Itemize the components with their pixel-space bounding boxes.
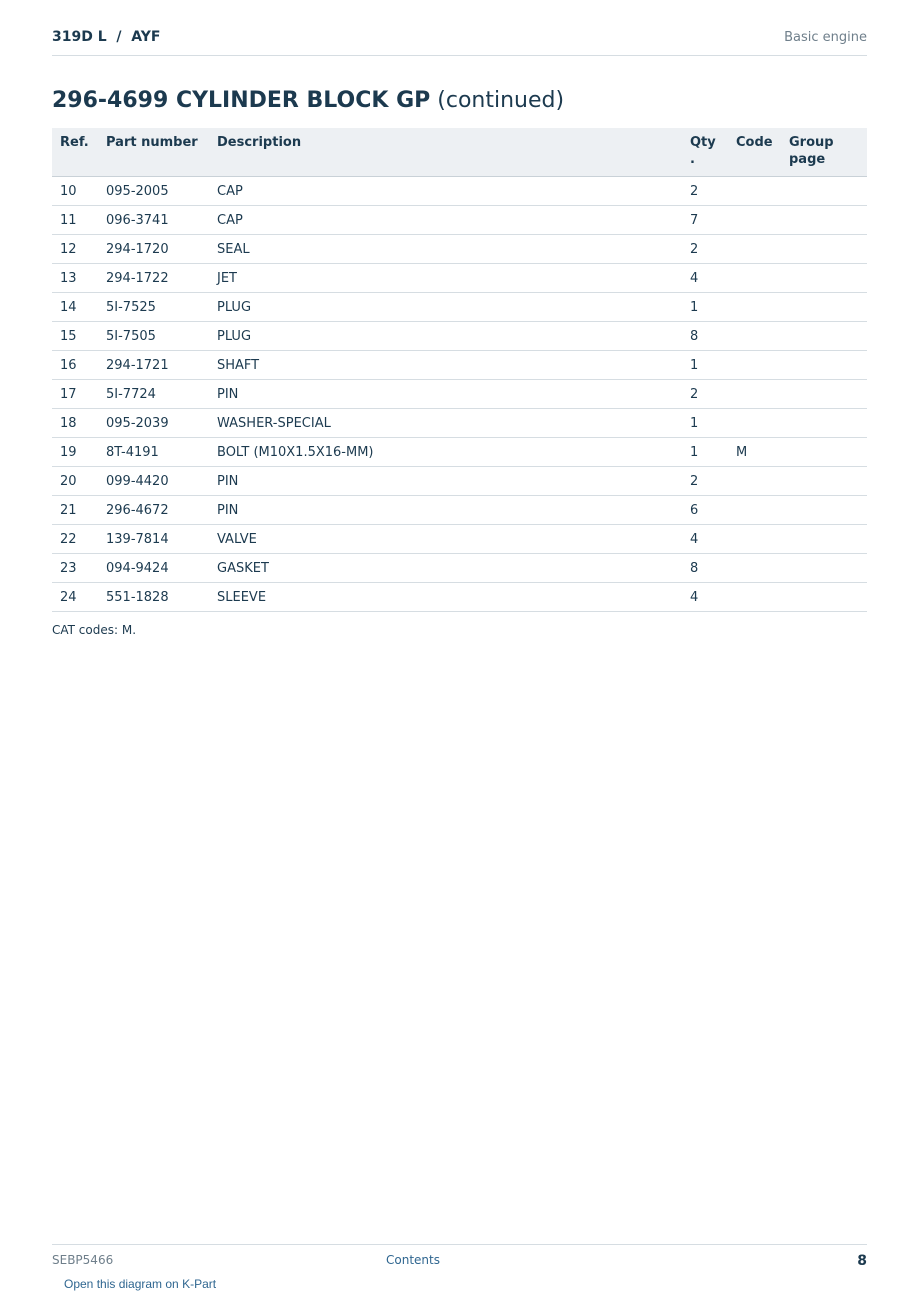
cell-group-page: [781, 525, 867, 554]
cell-group-page: [781, 235, 867, 264]
page-title: [52, 88, 564, 113]
cell-ref: 20: [52, 467, 98, 496]
table-row: [52, 583, 867, 612]
cell-description: CAP: [209, 177, 682, 206]
cell-group-page: [781, 322, 867, 351]
contents-link[interactable]: Contents: [386, 1253, 440, 1267]
cell-group-page: [781, 496, 867, 525]
cell-qty: 2: [682, 177, 728, 206]
continued-label: (continued): [437, 88, 565, 113]
cell-ref: 19: [52, 438, 98, 467]
cell-ref: 14: [52, 293, 98, 322]
cell-code: [728, 293, 781, 322]
parts-table: [52, 128, 867, 612]
machine-model: 319D L / AYF: [52, 29, 161, 45]
cell-group-page: [781, 583, 867, 612]
cell-code: [728, 525, 781, 554]
cell-ref: 16: [52, 351, 98, 380]
table-row: [52, 496, 867, 525]
cell-group-page: [781, 206, 867, 235]
page-footer: [52, 1244, 867, 1291]
header-qty: Qty .: [682, 128, 728, 177]
cell-qty: 4: [682, 583, 728, 612]
cell-part-number: 294-1720: [98, 235, 209, 264]
page-header: [52, 28, 867, 56]
table-row: [52, 322, 867, 351]
cell-description: SLEEVE: [209, 583, 682, 612]
cell-description: VALVE: [209, 525, 682, 554]
kpart-link[interactable]: Open this diagram on K-Part: [64, 1277, 217, 1291]
cell-description: SHAFT: [209, 351, 682, 380]
cell-code: M: [728, 438, 781, 467]
cell-qty: 2: [682, 235, 728, 264]
cell-description: PIN: [209, 380, 682, 409]
table-row: [52, 380, 867, 409]
cell-qty: 7: [682, 206, 728, 235]
cell-code: [728, 409, 781, 438]
table-row: [52, 467, 867, 496]
cell-qty: 1: [682, 351, 728, 380]
cell-code: [728, 351, 781, 380]
header-code: Code: [728, 128, 781, 177]
cell-ref: 21: [52, 496, 98, 525]
cell-group-page: [781, 554, 867, 583]
cell-description: WASHER-SPECIAL: [209, 409, 682, 438]
table-row: [52, 293, 867, 322]
table-row: [52, 177, 867, 206]
table-row: [52, 264, 867, 293]
cell-ref: 24: [52, 583, 98, 612]
cell-code: [728, 467, 781, 496]
cell-ref: 15: [52, 322, 98, 351]
cell-code: [728, 583, 781, 612]
cell-part-number: 096-3741: [98, 206, 209, 235]
group-title: 296-4699 CYLINDER BLOCK GP: [52, 88, 431, 113]
cell-description: PIN: [209, 467, 682, 496]
table-row: [52, 206, 867, 235]
cell-part-number: 095-2005: [98, 177, 209, 206]
cell-description: BOLT (M10X1.5X16-MM): [209, 438, 682, 467]
cell-part-number: 296-4672: [98, 496, 209, 525]
cell-part-number: 294-1721: [98, 351, 209, 380]
cell-code: [728, 264, 781, 293]
cell-group-page: [781, 380, 867, 409]
cell-qty: 4: [682, 525, 728, 554]
cell-part-number: 5I-7505: [98, 322, 209, 351]
page-number: 8: [857, 1253, 867, 1269]
cell-code: [728, 380, 781, 409]
cell-code: [728, 322, 781, 351]
header-group-page: Group page: [781, 128, 867, 177]
cell-group-page: [781, 293, 867, 322]
cell-description: CAP: [209, 206, 682, 235]
cell-ref: 17: [52, 380, 98, 409]
cell-code: [728, 177, 781, 206]
cell-description: GASKET: [209, 554, 682, 583]
document-number: SEBP5466: [52, 1253, 114, 1267]
cell-description: PLUG: [209, 322, 682, 351]
cell-group-page: [781, 177, 867, 206]
cell-code: [728, 206, 781, 235]
cat-codes-note: CAT codes: M.: [52, 623, 137, 637]
cell-group-page: [781, 467, 867, 496]
cell-qty: 2: [682, 467, 728, 496]
cell-group-page: [781, 264, 867, 293]
cell-part-number: 095-2039: [98, 409, 209, 438]
cell-part-number: 5I-7724: [98, 380, 209, 409]
cell-code: [728, 554, 781, 583]
cell-description: PIN: [209, 496, 682, 525]
cell-qty: 2: [682, 380, 728, 409]
cell-ref: 12: [52, 235, 98, 264]
table-row: [52, 409, 867, 438]
cell-description: JET: [209, 264, 682, 293]
cell-ref: 13: [52, 264, 98, 293]
cell-part-number: 139-7814: [98, 525, 209, 554]
cell-code: [728, 496, 781, 525]
cell-ref: 10: [52, 177, 98, 206]
cell-group-page: [781, 351, 867, 380]
cell-qty: 8: [682, 554, 728, 583]
cell-qty: 6: [682, 496, 728, 525]
header-description: Description: [209, 128, 682, 177]
cell-group-page: [781, 409, 867, 438]
cell-ref: 18: [52, 409, 98, 438]
cell-qty: 4: [682, 264, 728, 293]
cell-part-number: 8T-4191: [98, 438, 209, 467]
cell-qty: 1: [682, 409, 728, 438]
table-header-row: [52, 128, 867, 177]
cell-part-number: 5I-7525: [98, 293, 209, 322]
parts-table-body: [52, 177, 867, 612]
cell-part-number: 551-1828: [98, 583, 209, 612]
cell-code: [728, 235, 781, 264]
table-row: [52, 554, 867, 583]
cell-ref: 22: [52, 525, 98, 554]
cell-part-number: 099-4420: [98, 467, 209, 496]
table-row: [52, 351, 867, 380]
header-part-number: Part number: [98, 128, 209, 177]
cell-qty: 8: [682, 322, 728, 351]
cell-ref: 11: [52, 206, 98, 235]
cell-part-number: 294-1722: [98, 264, 209, 293]
cell-qty: 1: [682, 293, 728, 322]
table-row: [52, 525, 867, 554]
cell-ref: 23: [52, 554, 98, 583]
section-name: Basic engine: [784, 30, 867, 45]
header-ref: Ref.: [52, 128, 98, 177]
cell-qty: 1: [682, 438, 728, 467]
cell-part-number: 094-9424: [98, 554, 209, 583]
cell-description: SEAL: [209, 235, 682, 264]
cell-description: PLUG: [209, 293, 682, 322]
table-row: [52, 235, 867, 264]
cell-group-page: [781, 438, 867, 467]
table-row: [52, 438, 867, 467]
